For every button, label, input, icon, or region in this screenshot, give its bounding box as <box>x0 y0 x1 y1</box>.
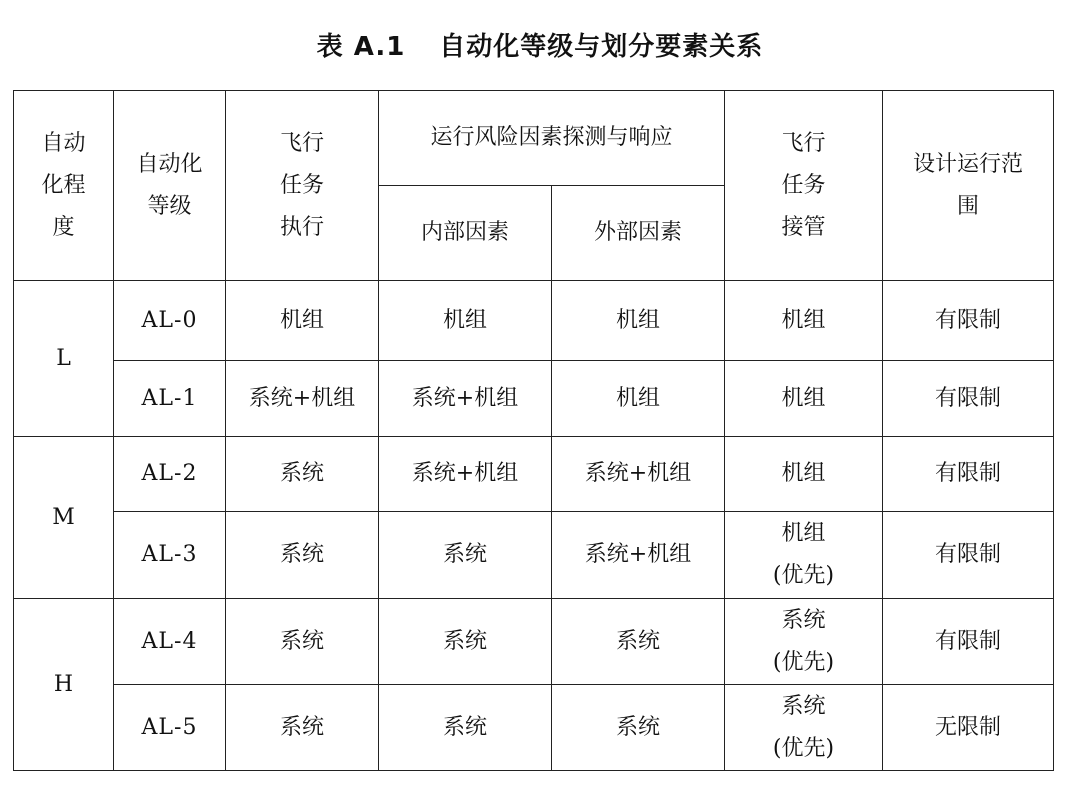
header-takeover: 飞行 任务 接管 <box>725 91 883 281</box>
caption-number: 表 A.1 <box>316 32 406 62</box>
level-cell: AL-3 <box>114 512 226 599</box>
takeover-cell: 机组 <box>725 281 883 361</box>
scope-cell: 无限制 <box>883 685 1054 771</box>
execution-cell: 系统 <box>226 437 379 512</box>
external-cell: 系统+机组 <box>552 437 725 512</box>
internal-cell: 机组 <box>379 281 552 361</box>
header-level: 自动化 等级 <box>114 91 226 281</box>
scope-cell: 有限制 <box>883 512 1054 599</box>
degree-cell: H <box>14 599 114 771</box>
degree-cell: M <box>14 437 114 599</box>
level-cell: AL-4 <box>114 599 226 685</box>
execution-cell: 系统+机组 <box>226 361 379 437</box>
external-cell: 机组 <box>552 361 725 437</box>
internal-cell: 系统+机组 <box>379 361 552 437</box>
takeover-cell: 机组 <box>725 437 883 512</box>
scope-cell: 有限制 <box>883 599 1054 685</box>
header-risk-group: 运行风险因素探测与响应 <box>379 91 725 186</box>
internal-cell: 系统 <box>379 599 552 685</box>
caption-title: 自动化等级与划分要素关系 <box>439 32 764 62</box>
takeover-cell: 机组 <box>725 361 883 437</box>
table-row <box>14 437 1054 512</box>
header-degree: 自动 化程 度 <box>14 91 114 281</box>
automation-level-table <box>13 90 1054 771</box>
execution-cell: 系统 <box>226 685 379 771</box>
internal-cell: 系统 <box>379 685 552 771</box>
table-row <box>14 281 1054 361</box>
takeover-cell: 机组 (优先) <box>725 512 883 599</box>
external-cell: 系统+机组 <box>552 512 725 599</box>
table-row <box>14 512 1054 599</box>
execution-cell: 系统 <box>226 512 379 599</box>
internal-cell: 系统 <box>379 512 552 599</box>
execution-cell: 机组 <box>226 281 379 361</box>
scope-cell: 有限制 <box>883 281 1054 361</box>
header-execution: 飞行 任务 执行 <box>226 91 379 281</box>
takeover-cell: 系统 (优先) <box>725 599 883 685</box>
execution-cell: 系统 <box>226 599 379 685</box>
header-internal: 内部因素 <box>379 186 552 281</box>
external-cell: 机组 <box>552 281 725 361</box>
level-cell: AL-1 <box>114 361 226 437</box>
header-row-1 <box>14 91 1054 186</box>
takeover-cell: 系统 (优先) <box>725 685 883 771</box>
internal-cell: 系统+机组 <box>379 437 552 512</box>
header-external: 外部因素 <box>552 186 725 281</box>
level-cell: AL-0 <box>114 281 226 361</box>
table-row <box>14 685 1054 771</box>
scope-cell: 有限制 <box>883 361 1054 437</box>
level-cell: AL-2 <box>114 437 226 512</box>
header-scope: 设计运行范 围 <box>883 91 1054 281</box>
scope-cell: 有限制 <box>883 437 1054 512</box>
table-caption <box>0 26 1080 63</box>
level-cell: AL-5 <box>114 685 226 771</box>
table-row <box>14 361 1054 437</box>
degree-cell: L <box>14 281 114 437</box>
table-row <box>14 599 1054 685</box>
external-cell: 系统 <box>552 685 725 771</box>
external-cell: 系统 <box>552 599 725 685</box>
